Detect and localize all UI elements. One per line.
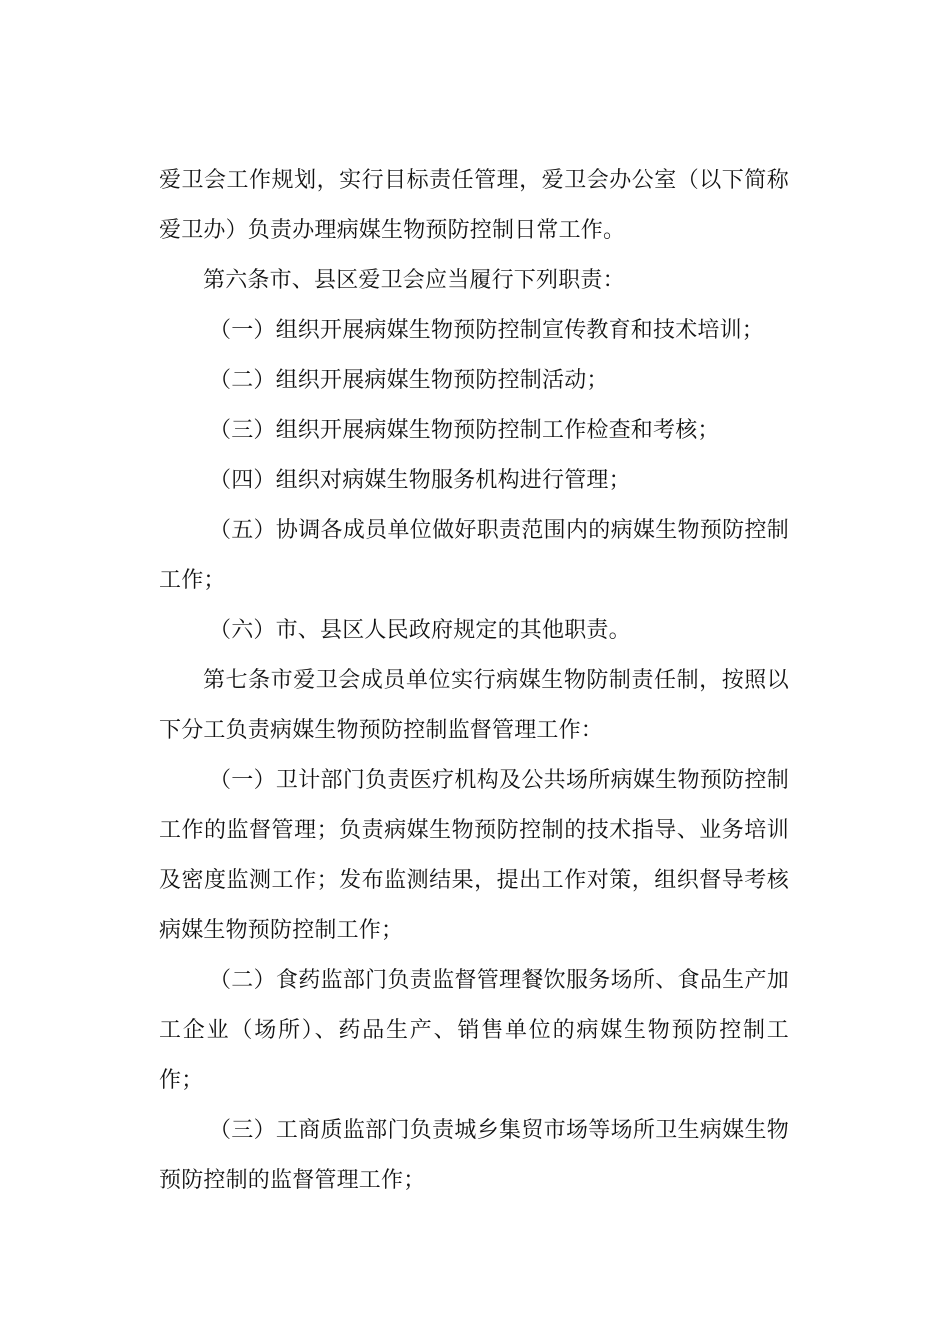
article-6-item-4: （四）组织对病媒生物服务机构进行管理； bbox=[209, 468, 631, 493]
article-6-item-5: （五）协调各成员单位做好职责范围内的病媒生物预防控制工作； bbox=[159, 518, 789, 593]
article-7-item-2: （二）食药监部门负责监督管理餐饮服务场所、食品生产加工企业（场所）、药品生产、销售单位的病媒生物预防控制工作； bbox=[159, 968, 789, 1093]
paragraph-continuation: 爱卫会工作规划，实行目标责任管理，爱卫会办公室（以下简称爱卫办）负责办理病媒生物预防控制日常工作。 bbox=[159, 168, 789, 243]
article-6-heading: 第六条市、县区爱卫会应当履行下列职责： bbox=[203, 268, 625, 293]
document-body bbox=[159, 156, 789, 1206]
article-6-item-1: （一）组织开展病媒生物预防控制宣传教育和技术培训； bbox=[209, 318, 765, 343]
article-6-item-2: （二）组织开展病媒生物预防控制活动； bbox=[209, 368, 609, 393]
article-6-item-6: （六）市、县区人民政府规定的其他职责。 bbox=[209, 618, 631, 643]
article-6-item-3: （三）组织开展病媒生物预防控制工作检查和考核； bbox=[209, 418, 720, 443]
article-7-heading: 第七条市爱卫会成员单位实行病媒生物防制责任制，按照以下分工负责病媒生物预防控制监督管理工作： bbox=[159, 668, 789, 743]
article-7-item-3: （三）工商质监部门负责城乡集贸市场等场所卫生病媒生物预防控制的监督管理工作； bbox=[159, 1118, 789, 1193]
article-7-item-1: （一）卫计部门负责医疗机构及公共场所病媒生物预防控制工作的监督管理；负责病媒生物预防控制的技术指导、业务培训及密度监测工作；发布监测结果，提出工作对策，组织督导考核病媒生物预防控制工作； bbox=[159, 768, 789, 943]
